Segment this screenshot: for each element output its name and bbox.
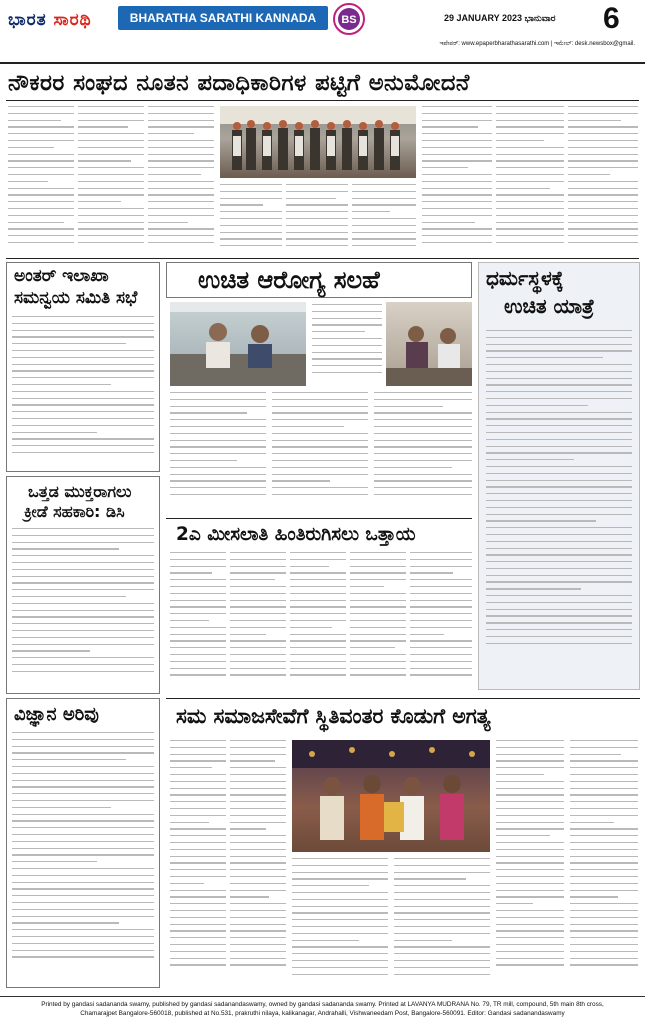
bs-logo-icon xyxy=(332,2,366,36)
article-column xyxy=(272,392,368,512)
footer-line-1: Printed by gandasi sadananda swamy, published by gandasi sadanandaswamy, owned by gandasi sadananda swamy. Printed at LAVANYA MUDRANA No. 79, TR mill, compound, 5th main 8th cross, xyxy=(41,1001,604,1008)
article-column xyxy=(148,106,214,256)
article-title-samaseve: ಸಮ ಸಮಾಜಸೇವೆಗೆ ಸ್ಥಿತಿವಂತರ ಕೊಡುಗೆ ಅಗತ್ಯ xyxy=(176,704,491,728)
article-title-mukkaragalu: ಒತ್ತಡ ಮುಕ್ತರಾಗಲು xyxy=(28,482,132,501)
article-column xyxy=(374,392,472,512)
article-column xyxy=(286,184,348,254)
article-column xyxy=(220,184,282,254)
article-column xyxy=(486,330,632,680)
article-title-vijnana: ವಿಜ್ಞಾನ ಅರಿವು xyxy=(14,704,99,725)
divider xyxy=(166,518,472,519)
article-column xyxy=(12,528,154,688)
main-headline: ನೌಕರರ ಸಂಘದ ನೂತನ ಪದಾಧಿಕಾರಿಗಳ ಪಟ್ಟಿಗೆ ಅನುಮೋದನೆ xyxy=(8,70,470,96)
article-column xyxy=(570,740,638,990)
divider xyxy=(166,698,640,699)
article-title-antar-ilakha: ಅಂತರ್ ಇಲಾಖಾ xyxy=(14,266,109,286)
article-column xyxy=(230,552,286,692)
article-column xyxy=(78,106,144,256)
article-column xyxy=(12,316,154,466)
article-title-dharmasthala: ಧರ್ಮಸ್ಥಳಕ್ಕೆ xyxy=(486,266,564,290)
article-column xyxy=(496,106,564,256)
article-column xyxy=(12,732,154,984)
article-column xyxy=(290,552,346,692)
divider xyxy=(6,258,639,259)
article-title-hindirugisalu: 2ಎ ಮೀಸಲಾತಿ ಹಿಂತಿರುಗಿಸಲು ಒತ್ತಾಯ xyxy=(176,524,416,545)
article-column xyxy=(312,304,382,384)
article-column xyxy=(496,740,564,990)
article-title-dharmasthala-2: ಉಚಿತ ಯಾತ್ರೆ xyxy=(504,294,595,318)
article-title-arogya: ಉಚಿತ ಆರೋಗ್ಯ ಸಲಹೆ xyxy=(198,266,380,294)
article-title-antar-ilakha-2: ಸಮನ್ವಯ ಸಮಿತಿ ಸಭೆ xyxy=(14,288,138,308)
article-column xyxy=(170,552,226,692)
article-column xyxy=(170,392,266,512)
newspaper-logo xyxy=(8,10,92,30)
article-photo-event xyxy=(292,740,490,852)
article-column xyxy=(8,106,74,256)
divider xyxy=(6,100,639,101)
footer-line-2: Chamarajpet Bangalore-560018, published at No.531, prakruthi nilaya, kalikanagar, Andrahalli, Vishwaneedam Post, Bangalore-560091. Editor: Gandasi sadanandaswamy xyxy=(80,1010,565,1017)
web-email-line: ಇಪೇಪರ್: www.epaperbharathasarathi.com | ಇಮೇಲ್: desk.newsbox@gmail. xyxy=(439,41,635,47)
logo-text-a: ಭಾರತ xyxy=(8,10,54,30)
article-column xyxy=(292,858,388,990)
article-column xyxy=(350,552,406,692)
article-photo-group xyxy=(220,106,416,178)
article-title-mukkaragalu-2: ಕ್ರೀಡೆ ಸಹಕಾರಿ: ಡಿಸಿ xyxy=(24,502,125,521)
article-column xyxy=(352,184,416,254)
article-column xyxy=(230,740,286,990)
bs-mark: BS xyxy=(341,14,357,26)
article-photo-consult xyxy=(386,302,472,386)
article-column xyxy=(410,552,472,692)
masthead xyxy=(0,0,645,64)
page-number: 6 xyxy=(603,2,620,35)
imprint-footer xyxy=(0,996,645,1024)
article-column xyxy=(394,858,490,990)
issue-date: 29 JANUARY 2023 ಭಾನುವಾರ xyxy=(444,13,556,23)
logo-text-b: ಸಾರಥಿ xyxy=(53,10,92,30)
article-column xyxy=(170,740,226,990)
article-column xyxy=(422,106,492,256)
article-photo-doctors xyxy=(170,302,306,386)
masthead-banner: BHARATHA SARATHI KANNADA DAILY xyxy=(118,6,328,30)
article-column xyxy=(568,106,638,256)
